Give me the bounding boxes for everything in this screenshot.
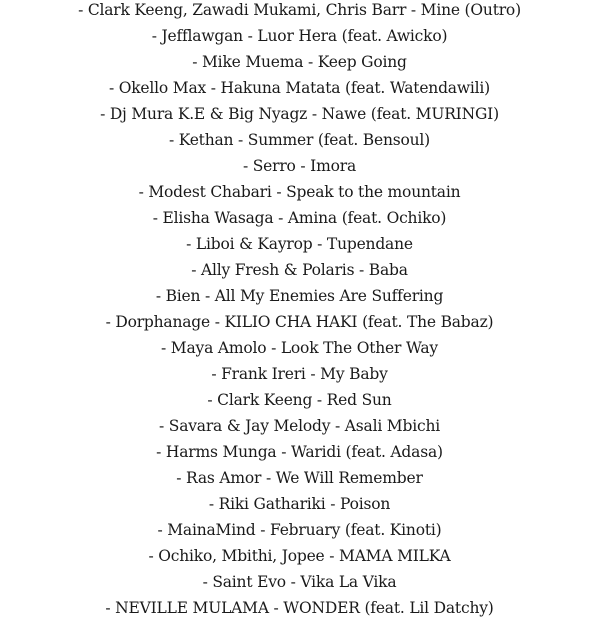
track-item: - Maya Amolo - Look The Other Way (161, 339, 438, 357)
track-item: - Ally Fresh & Polaris - Baba (191, 261, 408, 279)
track-item: - Clark Keeng - Red Sun (207, 391, 392, 409)
track-item: - Savara & Jay Melody - Asali Mbichi (159, 417, 440, 435)
track-item: - Liboi & Kayrop - Tupendane (186, 235, 413, 253)
track-item: - Mike Muema - Keep Going (192, 53, 407, 71)
track-item: - Bien - All My Enemies Are Suffering (155, 287, 444, 305)
track-item: - Modest Chabari - Speak to the mountain (138, 183, 461, 201)
track-item: - Saint Evo - Vika La Vika (202, 573, 397, 591)
track-item: - MainaMind - February (feat. Kinoti) (157, 521, 442, 539)
track-item: - Okello Max - Hakuna Matata (feat. Watendawili) (108, 79, 491, 97)
track-item: - Elisha Wasaga - Amina (feat. Ochiko) (152, 209, 447, 227)
track-item: - Dj Mura K.E & Big Nyagz - Nawe (feat. MURINGI) (100, 105, 499, 123)
track-item: - Jefflawgan - Luor Hera (feat. Awicko) (151, 27, 448, 45)
track-item: - Dorphanage - KILIO CHA HAKI (feat. The Babaz) (105, 313, 494, 331)
track-item: - Kethan - Summer (feat. Bensoul) (168, 131, 431, 149)
track-item: - Serro - Imora (242, 157, 356, 175)
track-item: - Harms Munga - Waridi (feat. Adasa) (156, 443, 443, 461)
track-item: - Ochiko, Mbithi, Jopee - MAMA MILKA (148, 547, 451, 565)
track-item: - Clark Keeng, Zawadi Mukami, Chris Barr - Mine (Outro) (78, 1, 521, 19)
track-item: - Frank Ireri - My Baby (211, 365, 388, 383)
track-item: - NEVILLE MULAMA - WONDER (feat. Lil Datchy) (105, 599, 494, 617)
track-item: - Ras Amor - We Will Remember (176, 469, 423, 487)
track-item: - Riki Gathariki - Poison (208, 495, 391, 513)
